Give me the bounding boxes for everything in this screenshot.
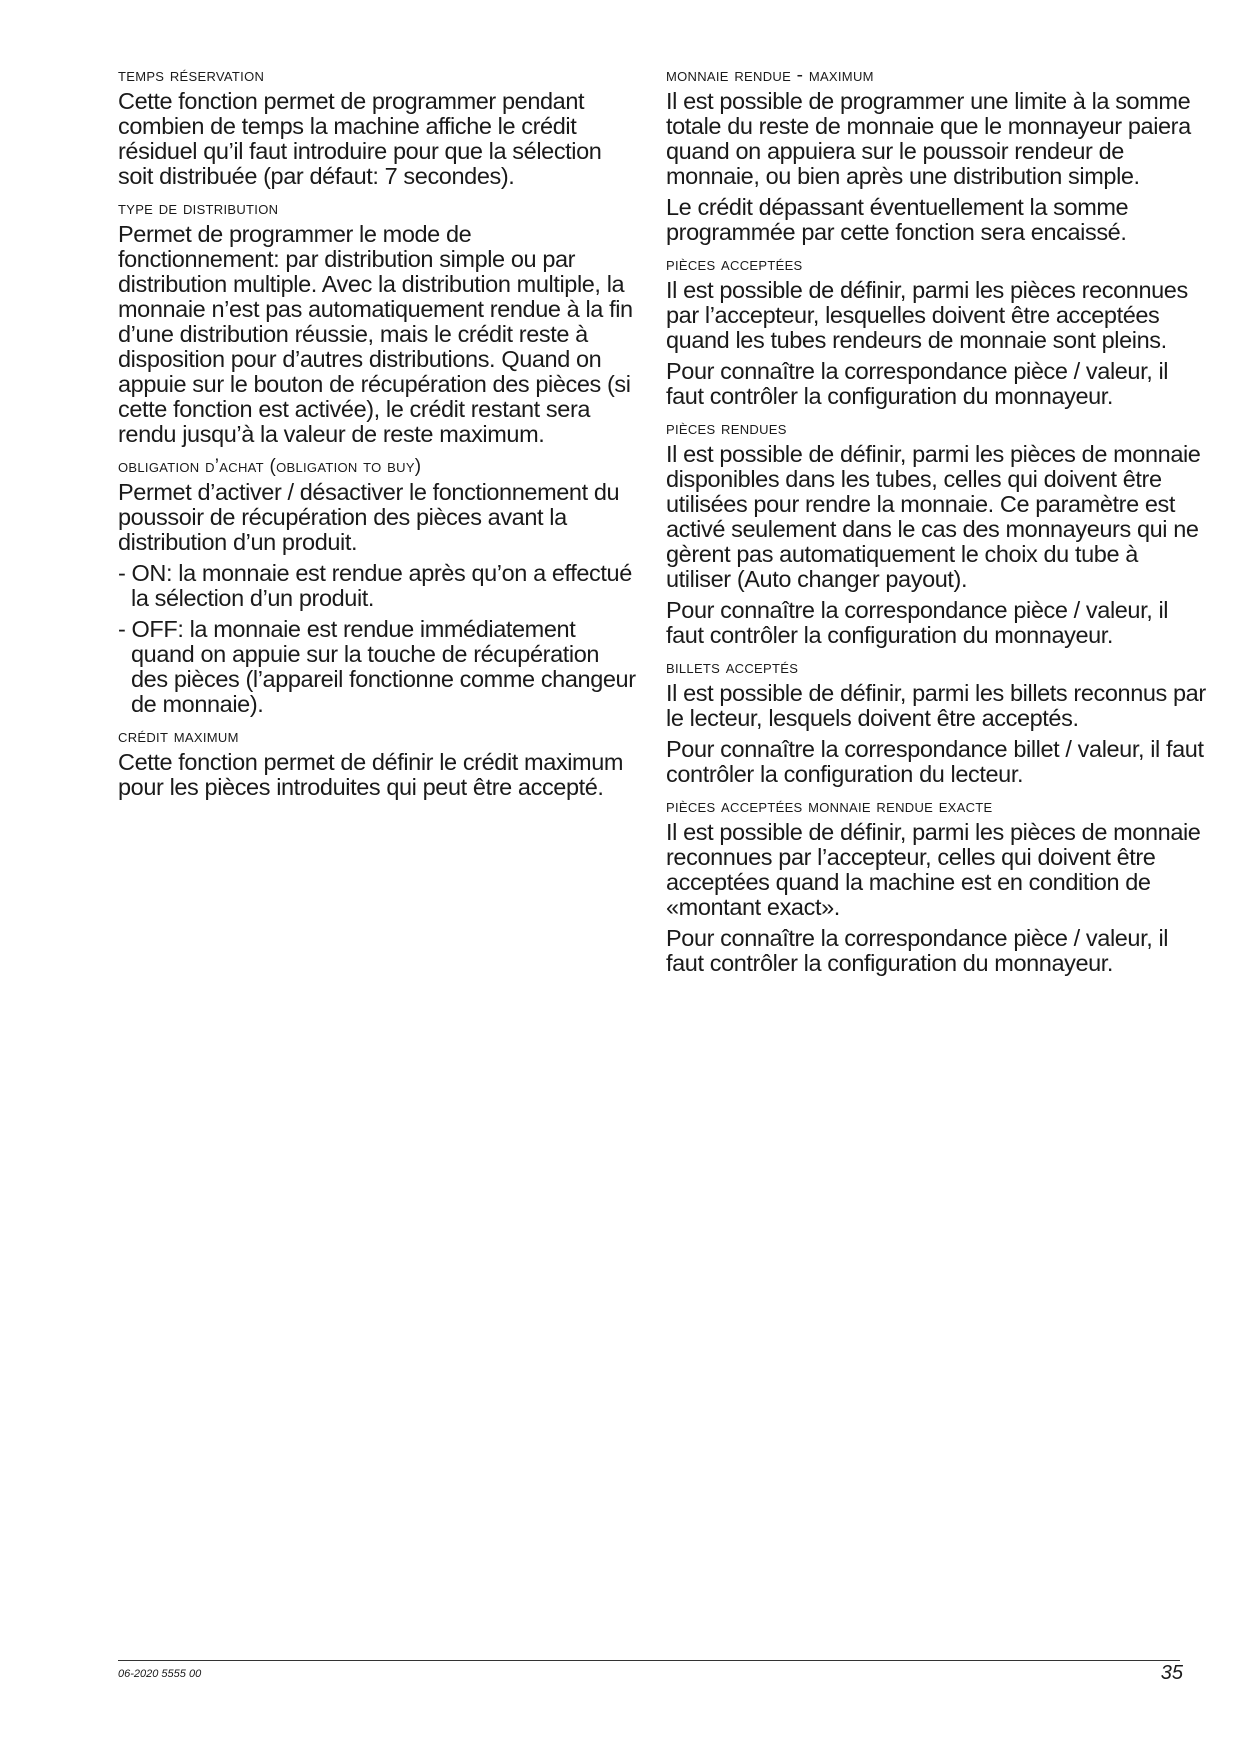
section-title: billets acceptés [666,657,799,678]
section-billets-acceptes [666,656,1206,787]
section-title: monnaie rendue - maximum [666,65,874,86]
footer-divider [118,1660,1180,1661]
section-monnaie-rendue-maximum [666,64,1206,245]
section-paragraph: Pour connaître la correspondance billet / valeur, il faut contrôler la configuration du lecteur. [666,736,1204,787]
section-title: temps réservation [118,65,265,86]
section-paragraph: Il est possible de définir, parmi les billets reconnus par le lecteur, lesquels doivent être acceptés. [666,680,1206,731]
section-pieces-acceptees [666,253,1206,409]
section-paragraph: Cette fonction permet de programmer pendant combien de temps la machine affiche le crédit résiduel qu’il faut introduire pour que la sélection soit distribuée (par défaut: 7 secondes). [118,88,602,189]
option-list [118,561,638,717]
section-paragraph: Il est possible de définir, parmi les pièces de monnaie reconnues par l’accepteur, celles qui doivent être acceptées quand la machine est en condition de «montant exact». [666,819,1201,920]
section-paragraph: Le crédit dépassant éventuellement la somme programmée par cette fonction sera encaissé. [666,194,1129,245]
section-type-distribution [118,197,638,447]
section-obligation-achat [118,455,638,717]
section-title: pièces acceptées monnaie rendue exacte [666,796,993,817]
right-column [666,64,1206,984]
section-title: pièces acceptées [666,254,803,275]
list-item: - OFF: la monnaie est rendue immédiatement quand on appuie sur la touche de récupération des pièces (l’appareil fonctionne comme changeur de monnaie). [118,616,636,717]
section-paragraph: Pour connaître la correspondance pièce / valeur, il faut contrôler la configuration du monnayeur. [666,597,1169,648]
section-paragraph: Il est possible de définir, parmi les pièces de monnaie disponibles dans les tubes, celles qui doivent être utilisées pour rendre la monnaie. Ce paramètre est activé seulement dans le cas des monnayeurs qui ne gèrent pas automatiquement le choix du tube à utiliser (Auto changer payout). [666,441,1201,592]
document-reference: 06-2020 5555 00 [118,1668,202,1680]
section-title: crédit maximum [118,726,239,747]
section-pieces-monnaie-exacte [666,795,1206,976]
section-paragraph: Cette fonction permet de définir le crédit maximum pour les pièces introduites qui peut être accepté. [118,749,624,800]
section-temps-reservation [118,64,638,189]
section-paragraph: Il est possible de programmer une limite à la somme totale du reste de monnaie que le monnayeur paiera quand on appuiera sur le poussoir rendeur de monnaie, ou bien après une distribution simple. [666,88,1191,189]
list-item: - ON: la monnaie est rendue après qu’on a effectué la sélection d’un produit. [118,560,632,611]
section-paragraph: Pour connaître la correspondance pièce / valeur, il faut contrôler la configuration du monnayeur. [666,358,1169,409]
section-title: type de distribution [118,198,279,219]
section-title: pièces rendues [666,418,787,439]
page-number: 35 [1160,1662,1183,1684]
left-column [118,64,638,808]
section-credit-maximum [118,725,638,800]
section-paragraph: Permet d’activer / désactiver le fonctionnement du poussoir de récupération des pièces avant la distribution d’un produit. [118,479,620,555]
section-paragraph: Il est possible de définir, parmi les pièces reconnues par l’accepteur, lesquelles doivent être acceptées quand les tubes rendeurs de monnaie sont pleins. [666,277,1188,353]
section-paragraph: Pour connaître la correspondance pièce / valeur, il faut contrôler la configuration du monnayeur. [666,925,1169,976]
section-title: obligation d’achat (obligation to buy) [118,456,422,477]
section-paragraph: Permet de programmer le mode de fonctionnement: par distribution simple ou par distribution multiple. Avec la distribution multiple, la monnaie n’est pas automatiquement rendue à la fin d’une distribution réussie, mais le crédit reste à disposition pour d’autres distributions. Quand on appuie sur le bouton de récupération des pièces (si cette fonction est activée), le crédit restant sera rendu jusqu’à la valeur de reste maximum. [118,221,633,447]
section-pieces-rendues [666,417,1206,648]
